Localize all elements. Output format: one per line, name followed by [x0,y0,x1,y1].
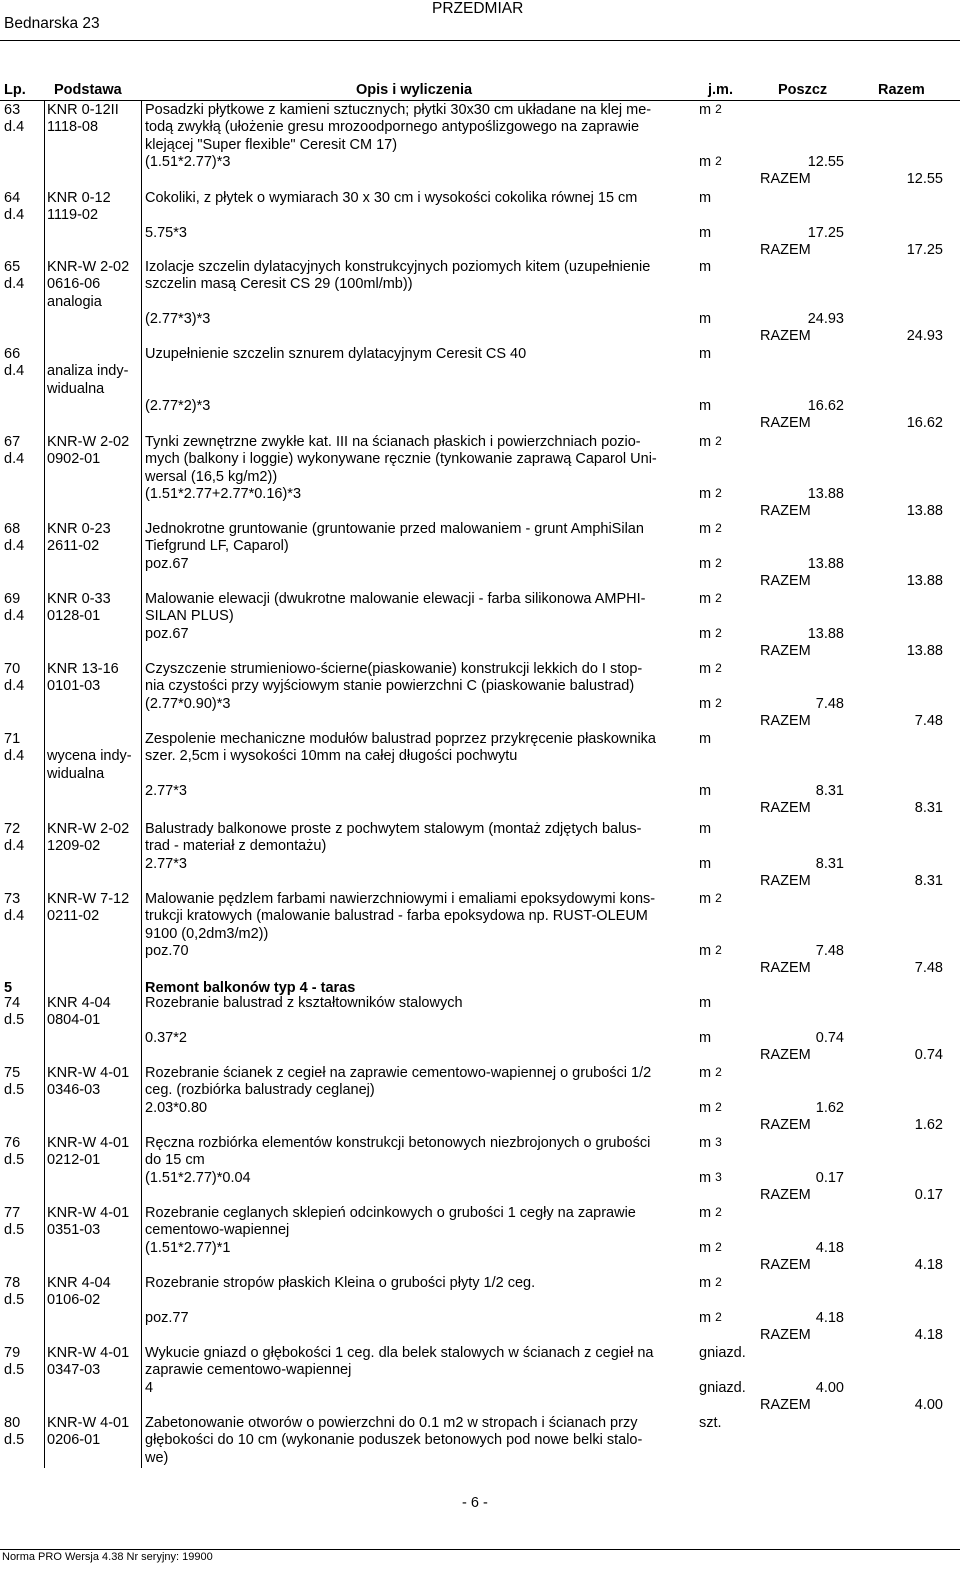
calc-value: 0.17 [815,1169,844,1186]
item-unit: m 2 [699,1065,722,1081]
item-number: 73 d.4 [4,891,25,925]
razem-label: RAZEM [760,503,811,520]
calc-value: 4.00 [815,1379,844,1396]
calc-unit: m 2 [699,555,722,572]
razem-value: 13.88 [906,572,943,589]
header-rule [0,100,960,101]
item-number: 63 d.4 [4,102,25,136]
item-description: Jednokrotne gruntowanie (gruntowanie przed malowaniem - grunt AmphiSilan Tiefgrund LF, Caparol) [145,521,644,555]
razem-value: 7.48 [914,960,943,977]
item-number: 67 d.4 [4,434,25,468]
item-unit: m 2 [699,102,722,118]
footer-divider [0,1549,960,1550]
item-unit: szt. [699,1415,722,1431]
header-address: Bednarska 23 [4,15,100,32]
calc-expression: poz.70 [145,942,189,959]
razem-value: 0.74 [914,1046,943,1063]
razem-value: 8.31 [914,872,943,889]
calc-expression: (2.77*0.90)*3 [145,695,231,712]
calc-expression: (1.51*2.77)*0.04 [145,1169,251,1186]
item-description: Rozebranie ścianek z cegieł na zaprawie cementowo-wapiennej o grubości 1/2 ceg. (rozbiórka balustrady ceglanej) [145,1065,652,1099]
razem-label: RAZEM [760,960,811,977]
item-basis: KNR 0-12 1119-02 [47,190,111,224]
razem-value: 24.93 [906,328,943,345]
item-basis: wycena indy- widualna [47,748,132,782]
calc-expression: poz.67 [145,625,189,642]
calc-value: 17.25 [807,224,844,241]
item-basis: KNR-W 2-02 1209-02 [47,821,130,855]
razem-label: RAZEM [760,241,811,258]
item-basis: KNR-W 4-01 0206-01 [47,1415,130,1449]
item-unit: m [699,346,712,362]
calc-expression: poz.67 [145,555,189,572]
razem-value: 13.88 [906,503,943,520]
item-basis: KNR-W 2-02 0902-01 [47,434,130,468]
item-number: 80 d.5 [4,1415,25,1449]
calc-expression: 0.37*2 [145,1029,187,1046]
item-description: Rozebranie stropów płaskich Kleina o grubości płyty 1/2 ceg. [145,1275,536,1291]
calc-value: 24.93 [807,310,844,327]
col-base: Podstawa [54,82,122,98]
item-description: Cokoliki, z płytek o wymiarach 30 x 30 cm i wysokości cokolika równej 15 cm [145,190,638,206]
program-info: Norma PRO Wersja 4.38 Nr seryjny: 19900 [2,1551,213,1563]
item-basis: KNR 4-04 0106-02 [47,1275,111,1309]
razem-value: 17.25 [906,241,943,258]
razem-label: RAZEM [760,1326,811,1343]
calc-value: 1.62 [815,1099,844,1116]
calc-unit: m 2 [699,485,722,502]
calc-unit: gniazd. [699,1379,746,1396]
calc-unit: m 2 [699,1099,722,1116]
item-unit: m 2 [699,661,722,677]
item-basis: KNR 13-16 0101-03 [47,661,119,695]
item-number: 77 d.5 [4,1205,25,1239]
calc-unit: m [699,310,712,327]
item-description: Izolacje szczelin dylatacyjnych konstrukcyjnych poziomych kitem (uzupełnienie szczelin masą Ceresit CS 29 (100ml/mb)) [145,259,651,293]
page-header [0,0,960,40]
item-description: Malowanie pędzlem farbami nawierzchniowymi i emaliami epoksydowymi kons- trukcji kratowych (malowanie balustrad - farba epoksydowa np. RUST-OLEUM 9100 (0,2dm3/m2)) [145,891,656,942]
item-unit: m 2 [699,434,722,450]
item-unit: m 2 [699,591,722,607]
item-unit: m [699,821,712,837]
calc-unit: m 2 [699,1309,722,1326]
item-number: 68 d.4 [4,521,25,555]
razem-label: RAZEM [760,328,811,345]
item-unit: m 2 [699,1205,722,1221]
item-unit: m [699,259,712,275]
item-description: Rozebranie balustrad z kształtowników stalowych [145,995,463,1011]
item-number: 71 d.4 [4,731,25,765]
calc-unit: m [699,397,712,414]
calc-expression: 2.77*3 [145,855,187,872]
item-number: 75 d.5 [4,1065,25,1099]
col-divider-lp [44,100,45,1468]
item-description: Zespolenie mechaniczne modułów balustrad poprzez przykręcenie płaskownika szer. 2,5cm i wysokości 10mm na całej długości pochwytu [145,731,656,765]
calc-expression: (1.51*2.77+2.77*0.16)*3 [145,485,302,502]
col-qty: Poszcz [778,82,828,98]
calc-unit: m [699,224,712,241]
col-total: Razem [878,82,925,98]
razem-value: 8.31 [914,800,943,817]
item-description: Wykucie gniazd o głębokości 1 ceg. dla belek stalowych w ścianach z cegieł na zaprawie cementowo-wapiennej [145,1345,654,1379]
item-basis: KNR-W 4-01 0347-03 [47,1345,130,1379]
col-divider-base [141,100,142,1468]
item-unit: m 2 [699,521,722,537]
item-unit: m [699,731,712,747]
header-title: PRZEDMIAR [432,0,524,17]
item-basis: KNR-W 2-02 0616-06 analogia [47,259,130,310]
item-number: 72 d.4 [4,821,25,855]
calc-expression: poz.77 [145,1309,189,1326]
item-basis: KNR 0-12II 1118-08 [47,102,119,136]
calc-unit: m 2 [699,695,722,712]
calc-value: 13.88 [807,625,844,642]
item-number: 66 d.4 [4,346,25,380]
col-unit: j.m. [708,82,733,98]
item-description: Remont balkonów typ 4 - taras [145,980,356,996]
item-basis: KNR 0-33 0128-01 [47,591,111,625]
calc-expression: 4 [145,1379,154,1396]
item-number: 76 d.5 [4,1135,25,1169]
header-divider [0,40,960,41]
razem-value: 16.62 [906,415,943,432]
razem-label: RAZEM [760,800,811,817]
calc-value: 4.18 [815,1309,844,1326]
column-headers [0,82,960,100]
calc-expression: 2.77*3 [145,782,187,799]
calc-value: 4.18 [815,1239,844,1256]
item-description: Malowanie elewacji (dwukrotne malowanie elewacji - farba silikonowa AMPHI- SILAN PLUS) [145,591,646,625]
calc-value: 16.62 [807,397,844,414]
razem-value: 13.88 [906,642,943,659]
razem-value: 7.48 [914,712,943,729]
razem-label: RAZEM [760,1186,811,1203]
razem-label: RAZEM [760,1046,811,1063]
razem-value: 12.55 [906,171,943,188]
razem-label: RAZEM [760,1116,811,1133]
calc-value: 7.48 [815,695,844,712]
item-number: 74 d.5 [4,995,25,1029]
calc-unit: m 2 [699,625,722,642]
item-number: 70 d.4 [4,661,25,695]
razem-value: 4.18 [914,1326,943,1343]
item-description: Uzupełnienie szczelin sznurem dylatacyjnym Ceresit CS 40 [145,346,527,362]
item-basis: KNR 0-23 2611-02 [47,521,111,555]
item-unit: m 2 [699,891,722,907]
calc-value: 8.31 [815,782,844,799]
calc-expression: (1.51*2.77)*3 [145,153,231,170]
calc-unit: m 2 [699,942,722,959]
col-lp: Lp. [4,82,26,98]
razem-label: RAZEM [760,712,811,729]
calc-expression: 2.03*0.80 [145,1099,208,1116]
item-number: 5 [4,980,13,996]
item-number: 69 d.4 [4,591,25,625]
item-description: Czyszczenie strumieniowo-ścierne(piaskowanie) konstrukcji lekkich do I stop- nia czystości przy wyjściowym stanie powierzchni C (piaskowanie balustrad) [145,661,643,695]
calc-expression: (2.77*3)*3 [145,310,211,327]
razem-value: 0.17 [914,1186,943,1203]
razem-label: RAZEM [760,572,811,589]
item-basis: KNR-W 4-01 0346-03 [47,1065,130,1099]
item-number: 78 d.5 [4,1275,25,1309]
calc-value: 8.31 [815,855,844,872]
item-description: Balustrady balkonowe proste z pochwytem stalowym (montaż zdjętych balus- trad - materiał z demontażu) [145,821,642,855]
item-description: Ręczna rozbiórka elementów konstrukcji betonowych niezbrojonych o grubości do 15 cm [145,1135,651,1169]
razem-value: 1.62 [914,1116,943,1133]
item-basis: KNR-W 4-01 0351-03 [47,1205,130,1239]
razem-label: RAZEM [760,642,811,659]
item-number: 65 d.4 [4,259,25,293]
col-desc: Opis i wyliczenia [356,82,473,98]
calc-value: 7.48 [815,942,844,959]
calc-unit: m [699,855,712,872]
item-unit: m 2 [699,1275,722,1291]
item-description: Posadzki płytkowe z kamieni sztucznych; płytki 30x30 cm układane na klej me- todą zwykłą (ułożenie gresu mrozoodpornego antypoślizgowego na zaprawie klejącej "Super flexible" Ceresit CM 17) [145,102,652,153]
item-description: Zabetonowanie otworów o powierzchni do 0.1 m2 w stropach i ścianach przy głębokości do 10 cm (wykonanie poduszek betonowych pod nowe belki stalo- we) [145,1415,643,1466]
calc-expression: (2.77*2)*3 [145,397,211,414]
razem-label: RAZEM [760,1256,811,1273]
razem-label: RAZEM [760,1396,811,1413]
razem-value: 4.18 [914,1256,943,1273]
calc-unit: m [699,782,712,799]
calc-unit: m 2 [699,153,722,170]
razem-value: 4.00 [914,1396,943,1413]
item-basis: KNR-W 4-01 0212-01 [47,1135,130,1169]
calc-unit: m 2 [699,1239,722,1256]
item-unit: m [699,995,712,1011]
calc-value: 0.74 [815,1029,844,1046]
razem-label: RAZEM [760,872,811,889]
item-basis: analiza indy- widualna [47,363,129,397]
calc-unit: m 3 [699,1169,722,1186]
item-number: 64 d.4 [4,190,25,224]
calc-expression: 5.75*3 [145,224,187,241]
item-description: Tynki zewnętrzne zwykłe kat. III na ścianach płaskich i powierzchniach pozio- mych (balkony i loggie) wykonywane ręcznie (tynkowanie zaprawą Caparol Uni- wersal (16,5 kg/m2)) [145,434,657,485]
calc-value: 13.88 [807,555,844,572]
calc-unit: m [699,1029,712,1046]
item-basis: KNR-W 7-12 0211-02 [47,891,130,925]
calc-value: 12.55 [807,153,844,170]
item-unit: m [699,190,712,206]
item-basis: KNR 4-04 0804-01 [47,995,111,1029]
item-description: Rozebranie ceglanych sklepień odcinkowych o grubości 1 cegły na zaprawie cementowo-wapiennej [145,1205,636,1239]
razem-label: RAZEM [760,171,811,188]
calc-value: 13.88 [807,485,844,502]
item-number: 79 d.5 [4,1345,25,1379]
page-number: - 6 - [462,1495,488,1511]
item-unit: gniazd. [699,1345,746,1361]
calc-expression: (1.51*2.77)*1 [145,1239,231,1256]
item-unit: m 3 [699,1135,722,1151]
razem-label: RAZEM [760,415,811,432]
